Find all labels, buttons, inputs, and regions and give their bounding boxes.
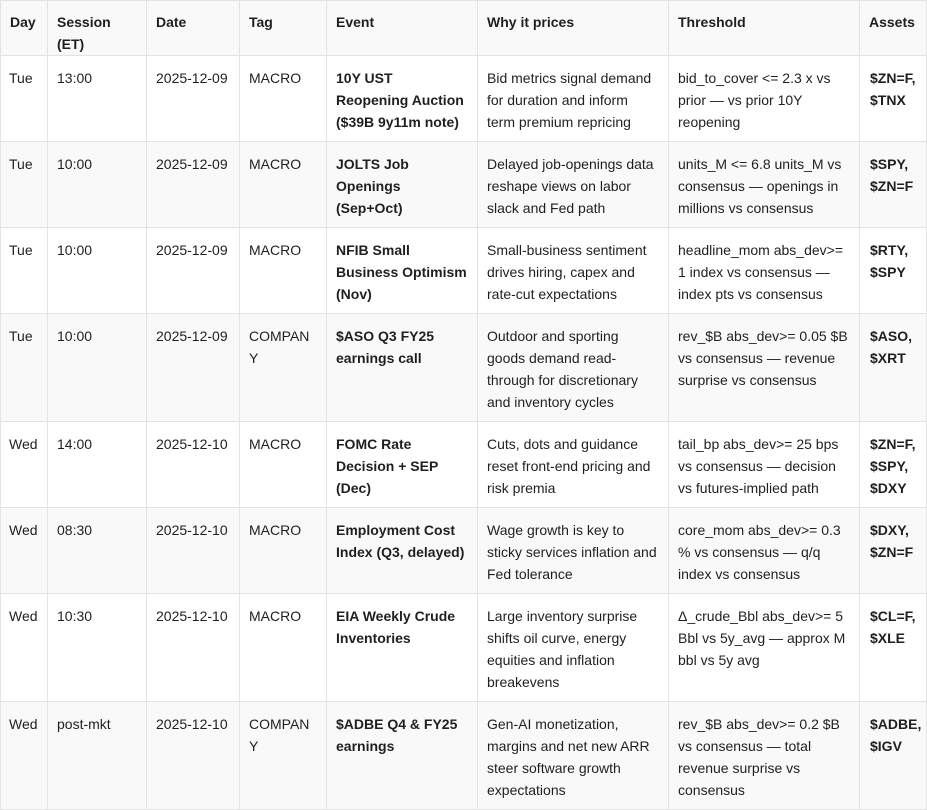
cell-why: Gen-AI monetization, margins and net new ARR steer software growth expectations [478,702,669,810]
cell-assets: $DXY, $ZN=F [860,508,927,594]
cell-threshold: Δ_crude_Bbl abs_dev>= 5 Bbl vs 5y_avg — approx M bbl vs 5y avg [669,594,860,702]
cell-assets: $ADBE, $IGV [860,702,927,810]
cell-why: Bid metrics signal demand for duration and inform term premium repricing [478,56,669,142]
cell-why: Small-business sentiment drives hiring, capex and rate-cut expectations [478,228,669,314]
cell-date: 2025-12-09 [147,142,240,228]
cell-event: NFIB Small Business Optimism (Nov) [327,228,478,314]
cell-session: 14:00 [48,422,147,508]
header-row [1,1,927,56]
table-row [1,594,927,702]
cell-why: Cuts, dots and guidance reset front-end pricing and risk premia [478,422,669,508]
column-header-why: Why it prices [478,1,669,56]
cell-session: 10:30 [48,594,147,702]
cell-day: Wed [1,594,48,702]
cell-assets: $ZN=F, $TNX [860,56,927,142]
cell-threshold: rev_$B abs_dev>= 0.2 $B vs consensus — total revenue surprise vs consensus [669,702,860,810]
cell-day: Tue [1,142,48,228]
column-header-day: Day [1,1,48,56]
cell-why: Large inventory surprise shifts oil curve, energy equities and inflation breakevens [478,594,669,702]
cell-day: Wed [1,508,48,594]
cell-why: Wage growth is key to sticky services inflation and Fed tolerance [478,508,669,594]
cell-event: 10Y UST Reopening Auction ($39B 9y11m note) [327,56,478,142]
cell-tag: COMPANY [240,314,327,422]
cell-threshold: bid_to_cover <= 2.3 x vs prior — vs prior 10Y reopening [669,56,860,142]
cell-threshold: rev_$B abs_dev>= 0.05 $B vs consensus — revenue surprise vs consensus [669,314,860,422]
cell-session: 08:30 [48,508,147,594]
cell-date: 2025-12-10 [147,508,240,594]
table-row [1,702,927,810]
cell-session: 10:00 [48,228,147,314]
table-row [1,56,927,142]
cell-event: FOMC Rate Decision + SEP (Dec) [327,422,478,508]
cell-assets: $RTY, $SPY [860,228,927,314]
cell-assets: $SPY, $ZN=F [860,142,927,228]
cell-threshold: tail_bp abs_dev>= 25 bps vs consensus — decision vs futures-implied path [669,422,860,508]
cell-session: post-mkt [48,702,147,810]
cell-assets: $ASO, $XRT [860,314,927,422]
cell-day: Tue [1,314,48,422]
cell-event: Employment Cost Index (Q3, delayed) [327,508,478,594]
column-header-assets: Assets [860,1,927,56]
column-header-event: Event [327,1,478,56]
cell-session: 13:00 [48,56,147,142]
table-row [1,314,927,422]
cell-day: Wed [1,422,48,508]
column-header-session: Session (ET) [48,1,147,56]
cell-threshold: units_M <= 6.8 units_M vs consensus — openings in millions vs consensus [669,142,860,228]
cell-event: $ASO Q3 FY25 earnings call [327,314,478,422]
cell-assets: $CL=F, $XLE [860,594,927,702]
column-header-threshold: Threshold [669,1,860,56]
cell-day: Tue [1,228,48,314]
cell-tag: MACRO [240,56,327,142]
cell-date: 2025-12-10 [147,594,240,702]
cell-tag: MACRO [240,508,327,594]
cell-date: 2025-12-09 [147,56,240,142]
cell-session: 10:00 [48,314,147,422]
cell-date: 2025-12-09 [147,228,240,314]
cell-event: $ADBE Q4 & FY25 earnings [327,702,478,810]
cell-date: 2025-12-09 [147,314,240,422]
cell-threshold: core_mom abs_dev>= 0.3 % vs consensus — q/q index vs consensus [669,508,860,594]
cell-tag: MACRO [240,142,327,228]
cell-why: Delayed job-openings data reshape views on labor slack and Fed path [478,142,669,228]
cell-session: 10:00 [48,142,147,228]
column-header-tag: Tag [240,1,327,56]
cell-tag: COMPANY [240,702,327,810]
cell-event: JOLTS Job Openings (Sep+Oct) [327,142,478,228]
cell-date: 2025-12-10 [147,702,240,810]
table-row [1,422,927,508]
cell-event: EIA Weekly Crude Inventories [327,594,478,702]
cell-tag: MACRO [240,228,327,314]
table-row [1,142,927,228]
cell-threshold: headline_mom abs_dev>= 1 index vs consensus — index pts vs consensus [669,228,860,314]
table-row [1,228,927,314]
cell-assets: $ZN=F, $SPY, $DXY [860,422,927,508]
cell-day: Wed [1,702,48,810]
column-header-date: Date [147,1,240,56]
cell-day: Tue [1,56,48,142]
cell-tag: MACRO [240,422,327,508]
table-body [1,56,927,810]
cell-tag: MACRO [240,594,327,702]
table-header [1,1,927,56]
cell-why: Outdoor and sporting goods demand read-through for discretionary and inventory cycles [478,314,669,422]
cell-date: 2025-12-10 [147,422,240,508]
table-row [1,508,927,594]
